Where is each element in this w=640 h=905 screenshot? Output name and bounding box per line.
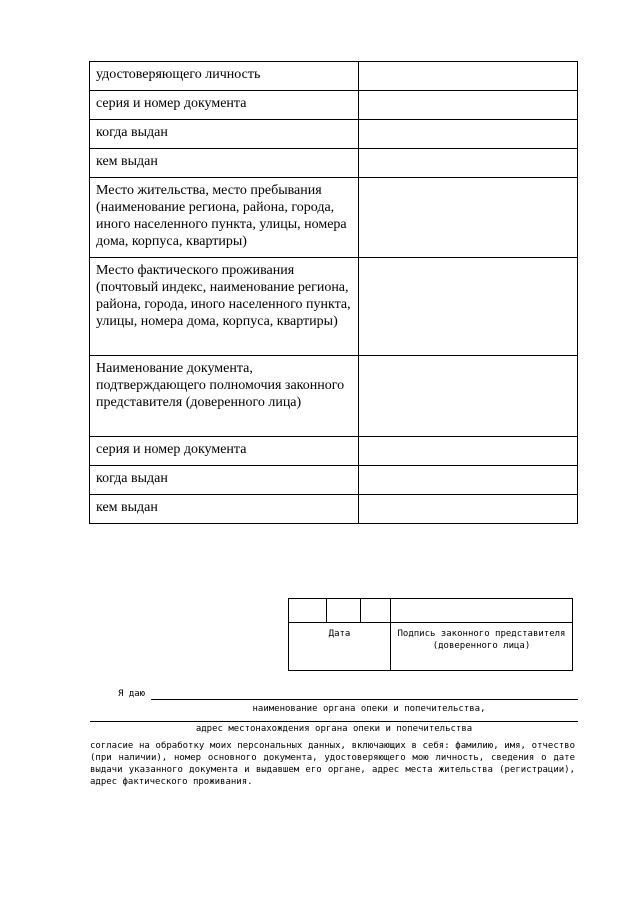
table-row: [90, 356, 578, 437]
table-row: [90, 149, 578, 178]
row-value-cell[interactable]: [359, 258, 578, 356]
row-value-cell[interactable]: [359, 356, 578, 437]
date-month-box[interactable]: [327, 599, 361, 623]
date-caption: Дата: [289, 623, 391, 671]
table-row: [90, 466, 578, 495]
table-row: [90, 258, 578, 356]
consent-lead-line: [118, 688, 578, 700]
row-value-cell[interactable]: [359, 149, 578, 178]
date-year-box[interactable]: [361, 599, 391, 623]
signature-table: [288, 598, 573, 671]
authority-name-field[interactable]: [151, 689, 578, 700]
date-day-box[interactable]: [289, 599, 327, 623]
row-label: кем выдан: [90, 149, 359, 178]
row-label: серия и номер документа: [90, 437, 359, 466]
table-row: [90, 178, 578, 258]
row-value-cell[interactable]: [359, 437, 578, 466]
row-value-cell[interactable]: [359, 178, 578, 258]
row-label: когда выдан: [90, 466, 359, 495]
row-label: удостоверяющего личность: [90, 62, 359, 91]
table-row: [90, 437, 578, 466]
signature-fields-row: [289, 599, 573, 623]
signature-box[interactable]: [391, 599, 573, 623]
row-value-cell[interactable]: [359, 495, 578, 524]
signature-captions-row: [289, 623, 573, 671]
table-row: [90, 91, 578, 120]
row-value-cell[interactable]: [359, 120, 578, 149]
row-value-cell[interactable]: [359, 62, 578, 91]
row-label: серия и номер документа: [90, 91, 359, 120]
table-row: [90, 120, 578, 149]
signature-caption: Подпись законного представителя (доверенного лица): [391, 623, 573, 671]
table-row: [90, 62, 578, 91]
personal-data-table: [89, 61, 578, 524]
row-label: Наименование документа, подтверждающего полномочия законного представителя (доверенного лица): [90, 356, 359, 437]
consent-text: согласие на обработку моих персональных данных, включающих в себя: фамилию, имя, отчество (при наличии), номер основного документа, удостоверяющего мою личность, сведения о дате выдачи указанного документа и выдавшем его органе, адрес места жительства (регистрации), адрес фактического проживания.: [90, 741, 575, 787]
row-label: когда выдан: [90, 120, 359, 149]
authority-address-hint: адрес местонахождения органа опеки и попечительства: [195, 724, 473, 734]
authority-name-hint: наименование органа опеки и попечительства,: [252, 704, 486, 714]
table-row: [90, 495, 578, 524]
row-label: Место жительства, место пребывания (наименование региона, района, города, иного населенного пункта, улицы, номера дома, корпуса, квартиры): [90, 178, 359, 258]
row-label: кем выдан: [90, 495, 359, 524]
row-label: Место фактического проживания (почтовый индекс, наименование региона, района, города, иного населенного пункта, улицы, номера дома, корпуса, квартиры): [90, 258, 359, 356]
consent-lead: Я даю: [118, 689, 146, 699]
authority-address-field[interactable]: [90, 721, 578, 722]
row-value-cell[interactable]: [359, 91, 578, 120]
row-value-cell[interactable]: [359, 466, 578, 495]
